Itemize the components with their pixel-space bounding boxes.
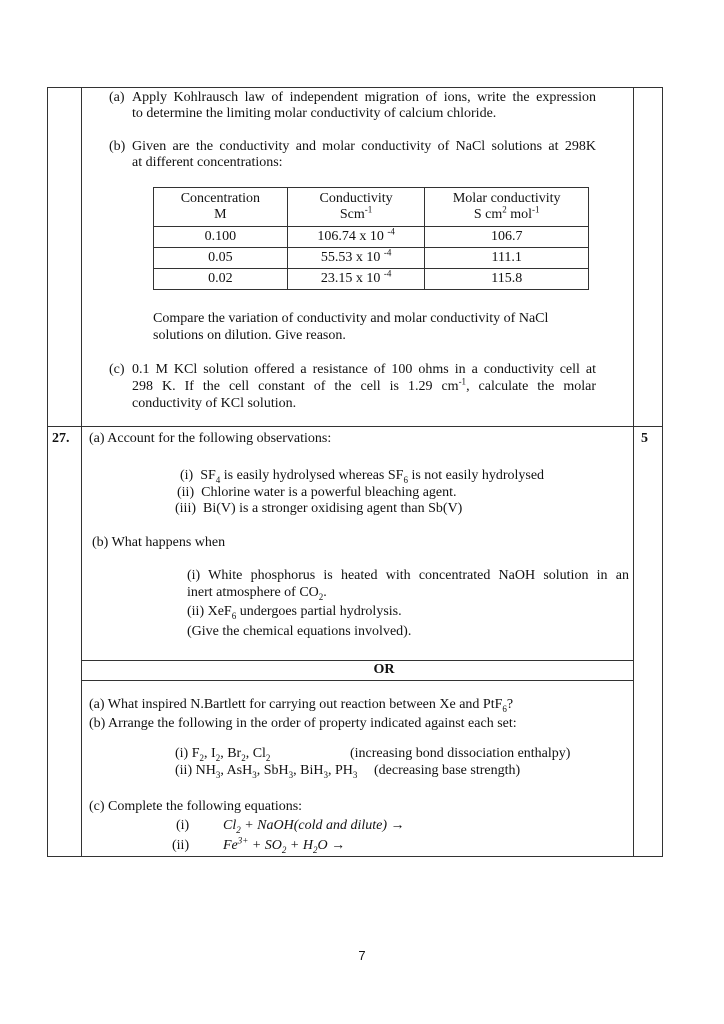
header-concentration-unit: M bbox=[214, 207, 227, 222]
eq1-rest: + NaOH(cold and dilute) → bbox=[240, 818, 405, 833]
cell-molar-conductivity: 115.8 bbox=[425, 269, 589, 290]
page-number: 7 bbox=[358, 948, 366, 963]
or-b-i-cl: , Cl bbox=[245, 746, 266, 761]
q27-a-ii-label: (ii) bbox=[177, 485, 195, 500]
header-molar-unit-a: S cm bbox=[473, 207, 503, 222]
cell-conductivity-exp: -4 bbox=[383, 247, 392, 258]
or-a-text: (a) What inspired N.Bartlett for carrying out reaction between Xe and PtF bbox=[89, 697, 503, 712]
eq2 bbox=[223, 835, 346, 855]
q27-b-i-line2-text: inert atmosphere of CO bbox=[187, 585, 319, 600]
header-conductivity-unit: Scm bbox=[339, 207, 365, 222]
q26-c-line3: conductivity of KCl solution. bbox=[132, 396, 297, 411]
cell-concentration: 0.05 bbox=[154, 248, 288, 269]
eq1-label: (i) bbox=[176, 818, 190, 833]
or-b-ii bbox=[175, 763, 357, 779]
q27-a-i-text1: SF bbox=[200, 468, 216, 483]
or-b-ii-sb: , SbH bbox=[256, 763, 289, 778]
or-label: OR bbox=[373, 662, 395, 677]
or-divider-top bbox=[81, 660, 633, 661]
eq1 bbox=[223, 818, 405, 834]
header-molar-unit-b: mol bbox=[506, 207, 533, 222]
header-concentration-label: Concentration bbox=[180, 191, 261, 206]
cell-conductivity-value: 55.53 x 10 bbox=[320, 250, 381, 265]
eq2-h: + H bbox=[286, 838, 313, 853]
or-b-ii-label: (ii) bbox=[175, 763, 193, 778]
or-a bbox=[89, 697, 513, 713]
table-row bbox=[154, 227, 589, 248]
or-a-tail: ? bbox=[506, 697, 514, 712]
cell-concentration: 0.02 bbox=[154, 269, 288, 290]
q27-b-i-line1: (i) White phosphorus is heated with concentrated NaOH solution in an bbox=[187, 568, 629, 583]
q26-c-line2 bbox=[132, 376, 596, 395]
or-b-ii-nh-sub: 3 bbox=[215, 769, 221, 780]
q26-c-line2-text: 298 K. If the cell constant of the cell is 1.29 cm bbox=[132, 379, 459, 394]
q26-c-line2-exp: -1 bbox=[458, 376, 467, 387]
q27-b-i-line2 bbox=[187, 585, 327, 601]
q26-b-line2: at different concentrations: bbox=[132, 155, 283, 170]
q27-b-note: (Give the chemical equations involved). bbox=[187, 624, 412, 639]
row-divider-q27 bbox=[47, 426, 663, 427]
cell-conductivity bbox=[287, 269, 425, 290]
eq1-cl: Cl bbox=[223, 818, 237, 833]
or-b-ii-as-sub: 3 bbox=[252, 769, 257, 780]
cell-conductivity-value: 23.15 x 10 bbox=[320, 271, 381, 286]
header-concentration bbox=[154, 188, 288, 227]
or-b-i-f: F bbox=[191, 746, 200, 761]
q27-a-iii-text: Bi(V) is a stronger oxidising agent than Sb(V) bbox=[203, 501, 463, 516]
column-divider-number bbox=[81, 87, 82, 857]
q27-a-i-label: (i) bbox=[180, 468, 194, 483]
cell-molar-conductivity: 111.1 bbox=[425, 248, 589, 269]
cell-conductivity-exp: -4 bbox=[387, 226, 395, 237]
q27-a-i bbox=[180, 468, 544, 484]
eq2-so-sub: 2 bbox=[281, 844, 287, 855]
eq2-so: + SO bbox=[248, 838, 282, 853]
or-b-i-label: (i) bbox=[175, 746, 189, 761]
q26-b-line1: Given are the conductivity and molar conductivity of NaCl solutions at 298K bbox=[132, 139, 596, 154]
table-row bbox=[154, 248, 589, 269]
q27-a-ii bbox=[177, 485, 457, 501]
or-b-i bbox=[175, 746, 270, 762]
q26-a-line1: Apply Kohlrausch law of independent migration of ions, write the expression bbox=[132, 90, 596, 105]
or-c: (c) Complete the following equations: bbox=[89, 799, 303, 814]
header-molar-conductivity bbox=[425, 188, 589, 227]
or-b-ii-bi-sub: 3 bbox=[323, 769, 328, 780]
or-b-ii-property: (decreasing base strength) bbox=[374, 763, 521, 778]
eq1-cl-sub: 2 bbox=[236, 824, 241, 835]
or-b-i-br-sub: 2 bbox=[241, 752, 246, 763]
q27-a-i-sub1: 4 bbox=[215, 474, 221, 485]
q27-a-iii-label: (iii) bbox=[175, 501, 196, 516]
q26-b-label: (b) bbox=[109, 139, 126, 154]
or-b-ii-nh: NH bbox=[195, 763, 216, 778]
or-b-i-i-sub: 2 bbox=[215, 752, 221, 763]
header-conductivity bbox=[287, 188, 425, 227]
header-molar-exp-a: 2 bbox=[502, 204, 507, 215]
q27-a-i-text2: is easily hydrolysed whereas SF bbox=[220, 468, 404, 483]
header-conductivity-exp: -1 bbox=[364, 204, 373, 215]
q26-c-line2-tail: , calculate the molar bbox=[466, 379, 596, 394]
table-row bbox=[154, 269, 589, 290]
or-b: (b) Arrange the following in the order of property indicated against each set: bbox=[89, 716, 517, 731]
conductivity-table bbox=[153, 187, 589, 290]
q27-b-ii bbox=[187, 604, 402, 620]
q27-a-i-sub2: 6 bbox=[403, 474, 408, 485]
eq2-o: O → bbox=[317, 838, 346, 853]
or-a-sub: 6 bbox=[502, 703, 507, 714]
or-b-i-cl-sub: 2 bbox=[265, 752, 271, 763]
or-b-ii-ph: , PH bbox=[328, 763, 353, 778]
q26-compare-line2: solutions on dilution. Give reason. bbox=[153, 328, 346, 343]
or-divider-bottom bbox=[81, 680, 633, 681]
or-b-i-property: (increasing bond dissociation enthalpy) bbox=[350, 746, 571, 761]
q26-c-line1: 0.1 M KCl solution offered a resistance of 100 ohms in a conductivity cell at bbox=[132, 362, 596, 377]
eq2-h-sub: 2 bbox=[312, 844, 318, 855]
header-molar-exp-b: -1 bbox=[532, 204, 540, 215]
q27-a-intro: (a) Account for the following observations: bbox=[89, 431, 332, 446]
q27-a-ii-text: Chlorine water is a powerful bleaching agent. bbox=[201, 485, 457, 500]
or-b-ii-as: , AsH bbox=[220, 763, 253, 778]
cell-concentration: 0.100 bbox=[154, 227, 288, 248]
header-molar-label: Molar conductivity bbox=[452, 191, 561, 206]
q26-compare-line1: Compare the variation of conductivity and molar conductivity of NaCl bbox=[153, 311, 549, 326]
q27-b-i-line2-tail: . bbox=[323, 585, 327, 600]
q27-a-i-text3: is not easily hydrolysed bbox=[407, 468, 545, 483]
q27-b-ii-text2: undergoes partial hydrolysis. bbox=[236, 604, 402, 619]
or-b-i-i: , I bbox=[204, 746, 216, 761]
cell-conductivity bbox=[287, 248, 425, 269]
q27-b-i-line2-sub: 2 bbox=[318, 591, 324, 602]
question-marks: 5 bbox=[641, 431, 648, 446]
q27-b-ii-text1: (ii) XeF bbox=[187, 604, 232, 619]
or-b-ii-sb-sub: 3 bbox=[288, 769, 294, 780]
q27-b-intro: (b) What happens when bbox=[92, 535, 226, 550]
or-b-ii-ph-sub: 3 bbox=[352, 769, 358, 780]
q27-b-ii-sub: 6 bbox=[231, 610, 237, 621]
eq2-fe-sup: 3+ bbox=[237, 835, 249, 846]
cell-conductivity-value: 106.74 x 10 bbox=[317, 229, 384, 244]
q26-c-label: (c) bbox=[109, 362, 125, 377]
cell-conductivity-exp: -4 bbox=[383, 268, 392, 279]
or-b-i-br: , Br bbox=[220, 746, 242, 761]
or-b-ii-bi: , BiH bbox=[293, 763, 324, 778]
header-conductivity-label: Conductivity bbox=[319, 191, 393, 206]
table-header-row bbox=[154, 188, 589, 227]
column-divider-marks bbox=[633, 87, 634, 857]
eq2-label: (ii) bbox=[172, 838, 190, 853]
q26-a-line2: to determine the limiting molar conductivity of calcium chloride. bbox=[132, 106, 497, 121]
cell-conductivity bbox=[287, 227, 425, 248]
q26-a-label: (a) bbox=[109, 90, 125, 105]
or-b-i-f-sub: 2 bbox=[199, 752, 205, 763]
question-number: 27. bbox=[52, 431, 70, 446]
q27-a-iii bbox=[175, 501, 462, 517]
cell-molar-conductivity: 106.7 bbox=[425, 227, 589, 248]
eq2-fe: Fe bbox=[223, 838, 238, 853]
